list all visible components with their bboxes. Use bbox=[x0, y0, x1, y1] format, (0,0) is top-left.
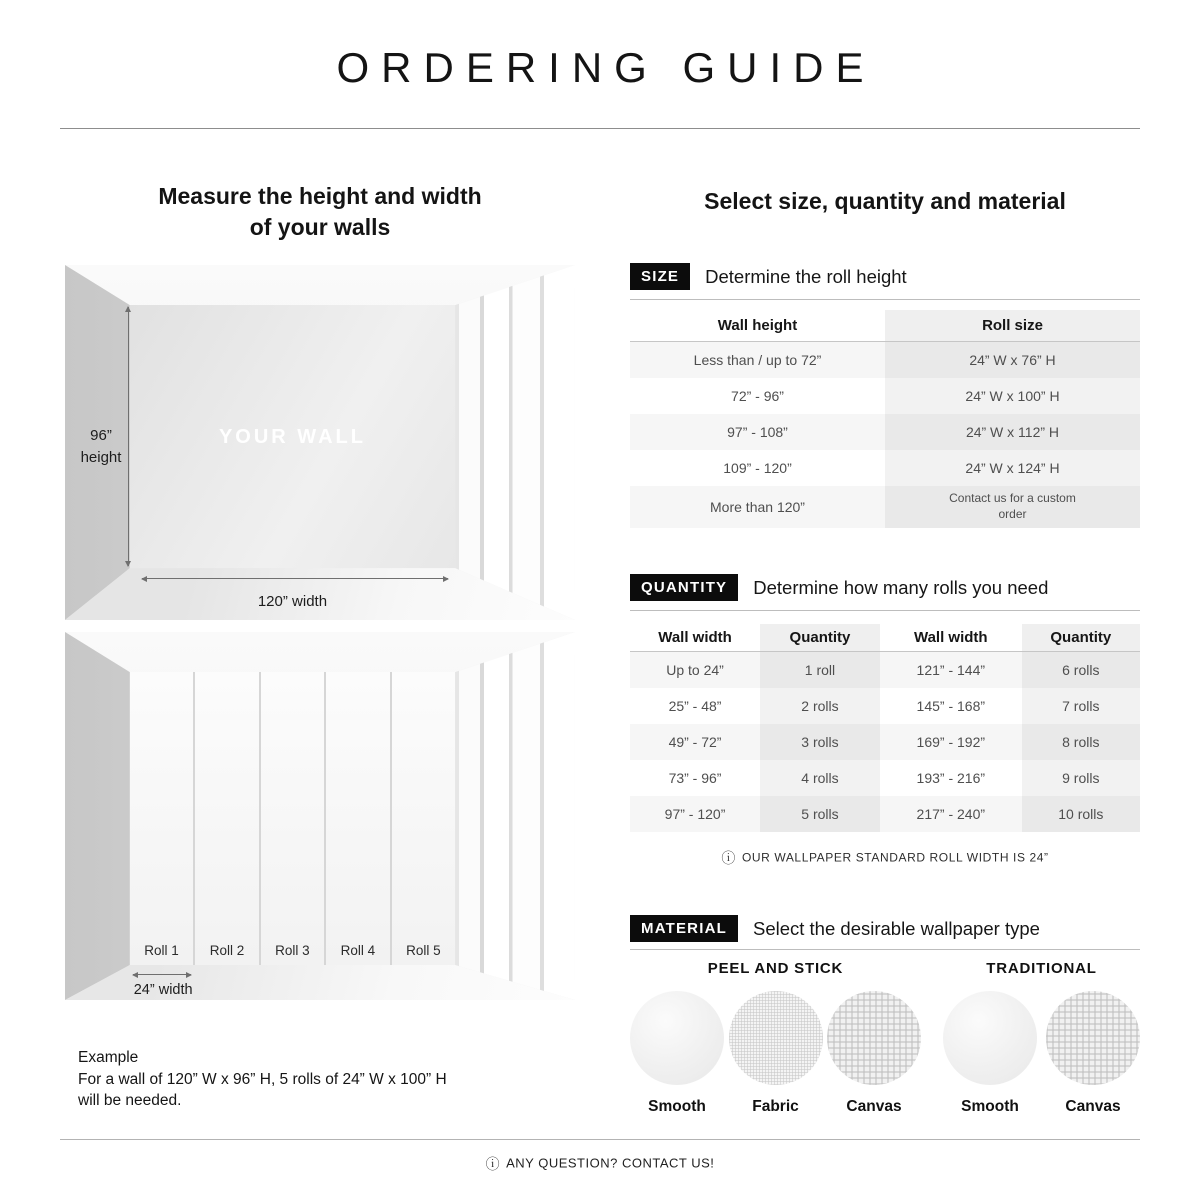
room-window bbox=[455, 632, 575, 1000]
table-row bbox=[630, 760, 1140, 796]
right-column-heading: Select size, quantity and material bbox=[704, 188, 1066, 214]
roll-label: Roll 3 bbox=[275, 942, 310, 958]
table-row bbox=[630, 486, 1140, 528]
room-back-wall bbox=[130, 305, 455, 568]
size-table-header bbox=[630, 310, 1140, 342]
swatch-item bbox=[1046, 991, 1140, 1116]
wall-width-cell: 217” - 240” bbox=[880, 796, 1022, 832]
size-table bbox=[630, 310, 1140, 528]
roll-panel bbox=[195, 672, 258, 965]
material-options bbox=[630, 960, 1140, 1116]
swatch-item bbox=[943, 991, 1037, 1116]
room-illustration-rolls bbox=[65, 632, 575, 1000]
wall-width-cell: 97” - 120” bbox=[630, 796, 760, 832]
wall-width-cell: 73” - 96” bbox=[668, 770, 722, 786]
page-title: ORDERING GUIDE bbox=[336, 44, 876, 91]
quantity-cell: 9 rolls bbox=[1022, 760, 1140, 796]
left-heading-line2: of your walls bbox=[249, 214, 391, 241]
wall-height-cell: Less than / up to 72” bbox=[630, 342, 885, 378]
wall-height-cell: 109” - 120” bbox=[723, 460, 792, 476]
roll-size-cell: 24” W x 112” H bbox=[885, 414, 1140, 450]
smooth-texture-swatch bbox=[943, 991, 1037, 1085]
roll-label: Roll 4 bbox=[340, 942, 376, 958]
quantity-section-header bbox=[630, 574, 1048, 601]
roll-size-column-header: Roll size bbox=[885, 310, 1140, 341]
quantity-table bbox=[630, 624, 1140, 832]
wall-width-cell: 49” - 72” bbox=[630, 724, 760, 760]
wall-height-column-header: Wall height bbox=[717, 317, 798, 334]
roll-label: Roll 2 bbox=[209, 942, 245, 958]
wall-width-label: 120” width bbox=[257, 592, 328, 610]
wall-width-cell: 121” - 144” bbox=[880, 652, 1022, 688]
table-row bbox=[630, 688, 1140, 724]
roll-note-text: OUR WALLPAPER STANDARD ROLL WIDTH IS 24” bbox=[741, 850, 1049, 865]
wall-width-cell: 25” - 48” bbox=[668, 698, 722, 714]
peel-and-stick-title: PEEL AND STICK bbox=[707, 960, 844, 977]
room-illustration-your-wall bbox=[65, 265, 575, 620]
size-divider bbox=[630, 299, 1140, 300]
wall-width-cell: Up to 24” bbox=[630, 652, 760, 688]
wall-width-cell: 145” - 168” bbox=[916, 698, 986, 714]
roll-panel bbox=[326, 672, 389, 965]
material-section-header bbox=[630, 915, 1040, 942]
left-column-heading bbox=[65, 181, 575, 243]
swatch-item bbox=[827, 991, 921, 1116]
wall-height-cell: 97” - 108” bbox=[630, 414, 885, 450]
quantity-table-header bbox=[630, 624, 1140, 652]
quantity-divider bbox=[630, 610, 1140, 611]
roll-size-cell: 24” W x 76” H bbox=[885, 342, 1140, 378]
roll-panel bbox=[261, 672, 324, 965]
wall-height-label: 96” height bbox=[80, 426, 122, 467]
swatch-label: Smooth bbox=[961, 1098, 1019, 1115]
size-subtitle: Determine the roll height bbox=[705, 265, 907, 287]
quantity-subtitle: Determine how many rolls you need bbox=[753, 576, 1049, 598]
wall-width-cell: 193” - 216” bbox=[916, 770, 986, 786]
traditional-group bbox=[943, 960, 1140, 1116]
swatch-item bbox=[729, 991, 823, 1116]
smooth-texture-swatch bbox=[630, 991, 724, 1085]
info-icon: ⓘ bbox=[721, 851, 736, 867]
peel-and-stick-group bbox=[630, 960, 921, 1116]
table-row bbox=[630, 414, 1140, 450]
example-note bbox=[78, 1047, 447, 1112]
table-row bbox=[630, 378, 1140, 414]
table-row bbox=[630, 652, 1140, 688]
roll-width-label: 24” width bbox=[133, 981, 193, 998]
quantity-badge: QUANTITY bbox=[630, 574, 738, 601]
peel-and-stick-swatches bbox=[630, 991, 921, 1116]
traditional-title: TRADITIONAL bbox=[986, 960, 1097, 977]
quantity-cell: 2 rolls bbox=[760, 688, 880, 724]
wallpaper-roll-panels bbox=[130, 672, 455, 965]
table-row bbox=[630, 342, 1140, 378]
table-row bbox=[630, 724, 1140, 760]
wall-width-column-header: Wall width bbox=[658, 629, 732, 646]
wall-height-cell: 72” - 96” bbox=[731, 388, 784, 404]
width-dimension-arrow bbox=[142, 578, 448, 579]
size-badge: SIZE bbox=[630, 263, 690, 290]
info-icon: ⓘ bbox=[485, 1157, 501, 1173]
footer-contact-note bbox=[0, 1154, 1200, 1174]
canvas-texture-swatch bbox=[1046, 991, 1140, 1085]
roll-size-cell: 24” W x 124” H bbox=[885, 450, 1140, 486]
roll-label: Roll 1 bbox=[144, 942, 179, 958]
material-subtitle: Select the desirable wallpaper type bbox=[752, 917, 1040, 939]
swatch-item bbox=[630, 991, 724, 1116]
roll-label: Roll 5 bbox=[406, 942, 441, 958]
wall-width-column-header: Wall width bbox=[913, 629, 988, 646]
roll-panel bbox=[392, 672, 455, 965]
wall-width-cell: 169” - 192” bbox=[880, 724, 1022, 760]
footer-text: ANY QUESTION? CONTACT US! bbox=[506, 1155, 715, 1171]
quantity-column-header: Quantity bbox=[760, 624, 880, 651]
wall-height-cell: More than 120” bbox=[630, 486, 885, 528]
quantity-cell: 5 rolls bbox=[760, 796, 880, 832]
custom-order-note: Contact us for a custom order bbox=[949, 491, 1076, 521]
quantity-cell: 8 rolls bbox=[1022, 724, 1140, 760]
canvas-texture-swatch bbox=[827, 991, 921, 1085]
fabric-texture-swatch bbox=[729, 991, 823, 1085]
size-section-header bbox=[630, 263, 907, 290]
material-divider bbox=[630, 949, 1140, 950]
quantity-cell: 7 rolls bbox=[1022, 688, 1140, 724]
room-window bbox=[455, 265, 575, 620]
footer-divider bbox=[60, 1139, 1140, 1140]
quantity-cell: 10 rolls bbox=[1022, 796, 1140, 832]
roll-size-cell bbox=[885, 486, 1140, 528]
left-heading-line1: Measure the height and width bbox=[158, 183, 482, 209]
example-line2: will be needed. bbox=[78, 1092, 182, 1110]
swatch-label: Canvas bbox=[1065, 1098, 1121, 1115]
quantity-cell: 3 rolls bbox=[760, 724, 880, 760]
example-title: Example bbox=[78, 1049, 139, 1066]
swatch-label: Fabric bbox=[752, 1098, 799, 1115]
title-divider bbox=[60, 128, 1140, 129]
swatch-label: Canvas bbox=[846, 1098, 902, 1115]
material-badge: MATERIAL bbox=[630, 915, 738, 942]
swatch-label: Smooth bbox=[648, 1098, 706, 1115]
quantity-cell: 6 rolls bbox=[1022, 652, 1140, 688]
quantity-column-header: Quantity bbox=[1022, 624, 1140, 651]
example-line1: For a wall of 120” W x 96” H, 5 rolls of 24” W x 100” H bbox=[78, 1070, 447, 1088]
standard-roll-width-note bbox=[630, 848, 1140, 868]
roll-size-cell: 24” W x 100” H bbox=[885, 378, 1140, 414]
roll-panel bbox=[130, 672, 193, 965]
table-row bbox=[630, 796, 1140, 832]
your-wall-label: YOUR WALL bbox=[218, 426, 366, 449]
roll-width-dimension-arrow bbox=[133, 974, 191, 975]
quantity-cell: 4 rolls bbox=[760, 760, 880, 796]
traditional-swatches bbox=[943, 991, 1140, 1116]
quantity-cell: 1 roll bbox=[760, 652, 880, 688]
table-row bbox=[630, 450, 1140, 486]
